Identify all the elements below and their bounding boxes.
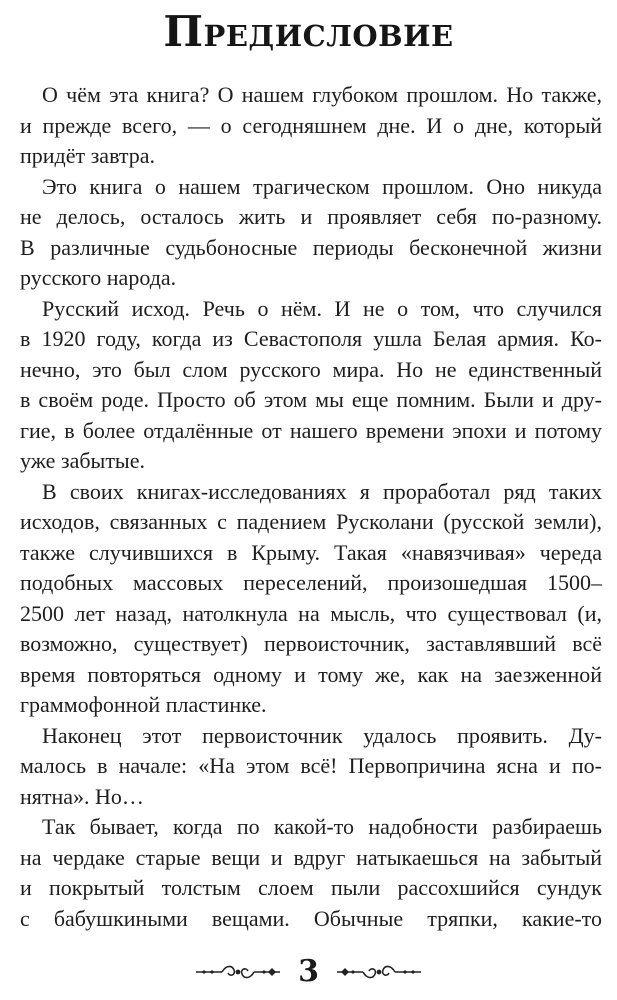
text-line: Так бывает, когда по какой-то надобности разбираешь (42, 814, 602, 839)
text-line: также случившихся в Крыму. Такая «навязчивая» череда (20, 539, 602, 565)
text-line: подобных массовых переселений, произошедшая 1500– (20, 570, 602, 595)
text-line: гие, в более отдалённые от нашего времени эпохи и потому (20, 417, 602, 443)
text-line: время повторяться одному и тому же, как на заезженной (20, 661, 602, 687)
text-line: в 1920 году, когда из Севастополя ушла Белая армия. Ко- (20, 326, 602, 351)
text-line: малось в начале: «На этом всё! Первопричина ясна и по- (20, 753, 602, 778)
ornament-left-icon (192, 962, 284, 982)
text-line: исходов, связанных с падением Русколани (русской земли), (20, 509, 602, 534)
text-line: Русский исход. Речь о нём. И не о том, что случился (42, 295, 602, 321)
text-line: уже забытые. (20, 448, 145, 473)
text-line: нятна». Но… (20, 783, 144, 809)
text-line: нечно, это был слом русского мира. Но не единственный (20, 356, 602, 382)
page-title: Предисловие (163, 7, 454, 56)
text-line: и покрытый толстым слоем пыли рассохшийся сундук (20, 875, 602, 900)
text-line: на чердаке старые вещи и вдруг натыкаешься на забытый (20, 844, 602, 870)
text-line: О чём эта книга? О нашем глубоком прошлом. Но также, (42, 82, 602, 107)
text-line: 2500 лет назад, натолкнула на мысль, что существовал (и, (20, 600, 602, 626)
text-line: возможно, существует) первоисточник, заставлявший всё (20, 631, 602, 656)
page-footer (0, 952, 617, 992)
text-line: Наконец этот первоисточник удалось проявить. Ду- (42, 722, 602, 748)
text-line: придёт завтра. (20, 143, 156, 168)
text-line: с бабушкиными вещами. Обычные тряпки, какие-то (20, 905, 602, 931)
text-line: В своих книгах-исследованиях я проработал ряд таких (42, 478, 602, 504)
page-number: 3 (298, 954, 319, 989)
text-line: В различные судьбоносные периоды бесконечной жизни (20, 234, 602, 260)
ornament-right-icon (333, 962, 425, 982)
text-line: и прежде всего, — о сегодняшнем дне. И о дне, который (20, 112, 602, 138)
body-text (20, 80, 602, 934)
text-line: русского народа. (20, 265, 177, 290)
text-line: граммофонной пластинке. (20, 692, 267, 717)
text-line: Это книга о нашем трагическом прошлом. Оно никуда (42, 173, 602, 199)
text-line: в своём роде. Просто об этом мы еще помним. Были и дру- (20, 387, 602, 412)
text-line: не делось, осталось жить и проявляет себя по-разному. (20, 204, 602, 229)
